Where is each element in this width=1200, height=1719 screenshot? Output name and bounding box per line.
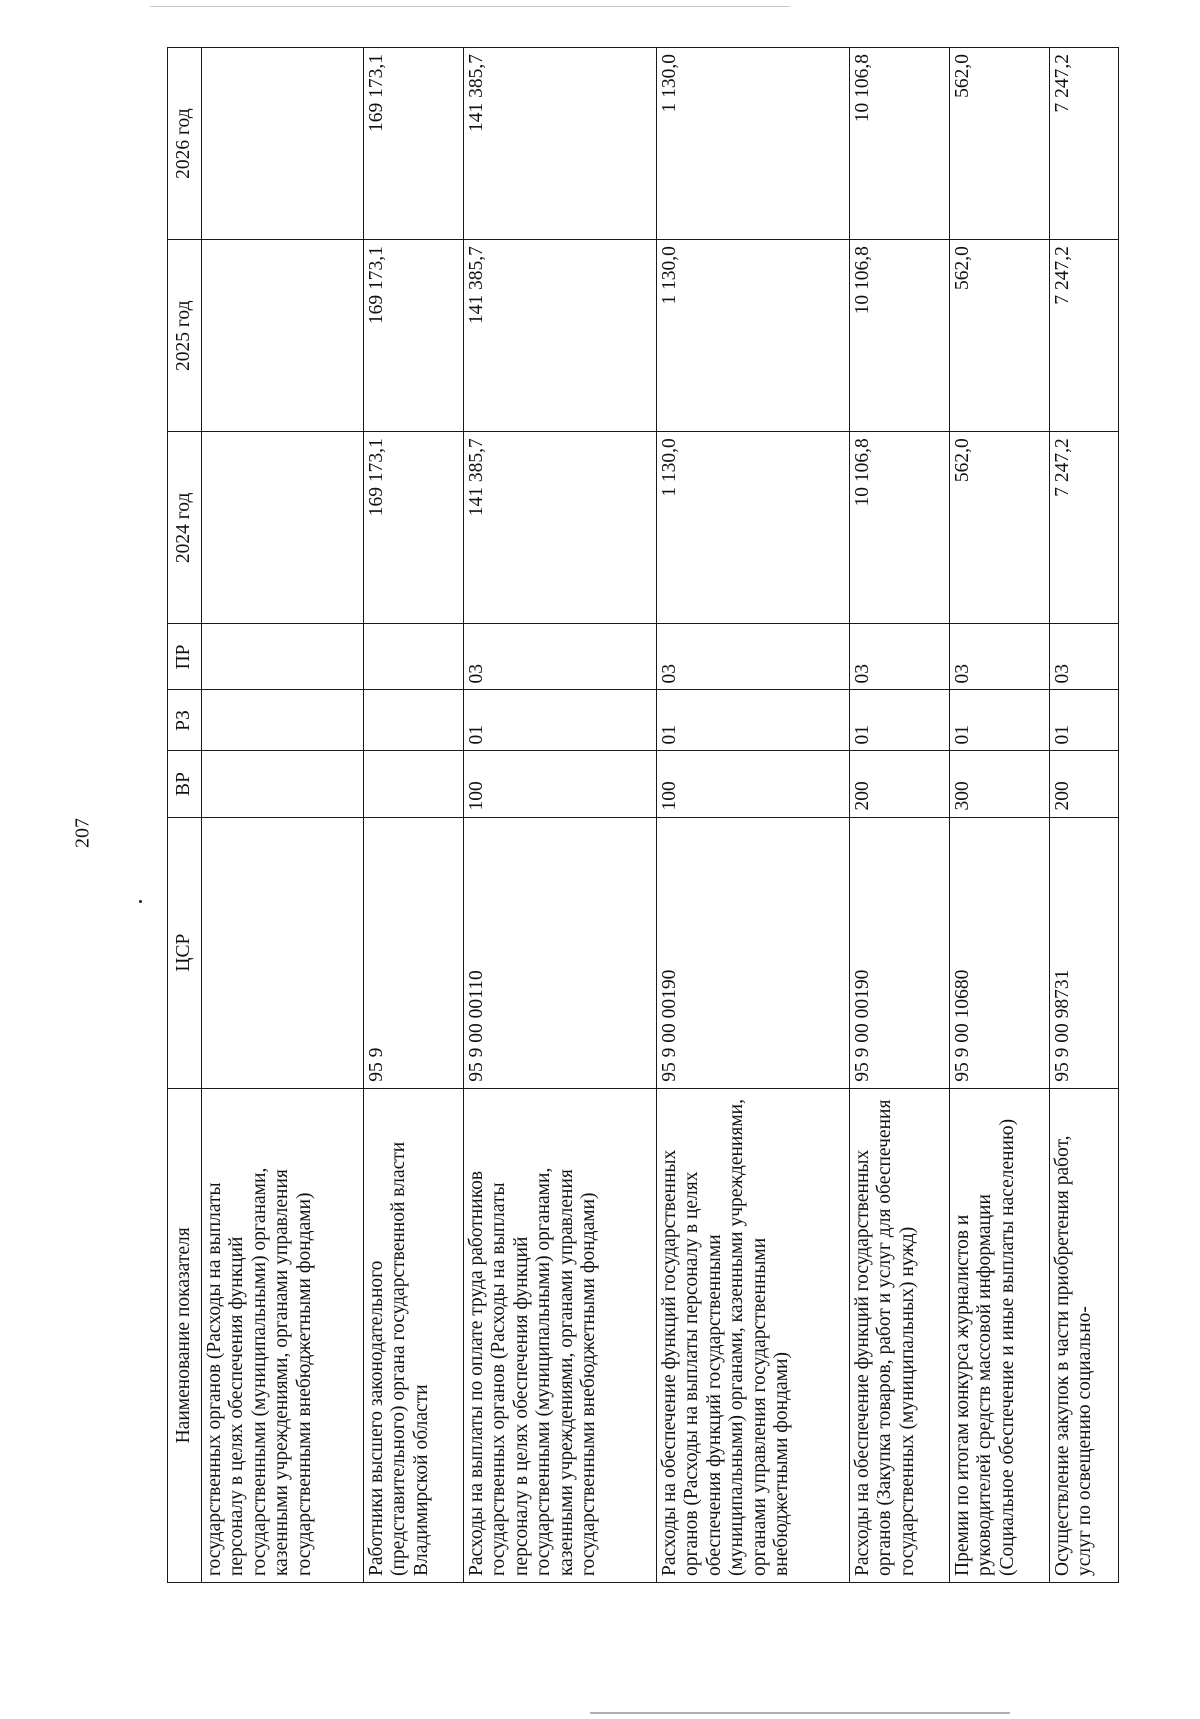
cell-2026: 1 130,0 [657, 48, 850, 240]
header-vr: ВР [168, 751, 202, 817]
header-csr: ЦСР [168, 817, 202, 1088]
cell-2026: 562,0 [950, 48, 1050, 240]
cell-name: государственных органов (Расходы на выплаты персоналу в целях обеспечения функций государственными (муниципальными) органами, казенными учреждениями, органами управления государственными внебюджетными фондами) [202, 1088, 364, 1582]
scan-speck [139, 900, 142, 903]
cell-vr: 200 [850, 751, 950, 817]
scan-artifact-top [150, 6, 790, 7]
scan-artifact-bottom [590, 1712, 1010, 1714]
cell-pr: 03 [1049, 624, 1118, 690]
cell-csr: 95 9 00 00190 [850, 817, 950, 1088]
cell-2025: 141 385,7 [463, 240, 656, 432]
budget-table-rotated [167, 47, 1119, 1583]
cell-csr: 95 9 00 98731 [1049, 817, 1118, 1088]
cell-name: Расходы на выплаты по оплате труда работников государственных органов (Расходы на выплаты персоналу в целях обеспечения функций государственными (муниципальными) органами, казенными учреждениями, органами управления государственными внебюджетными фондами) [463, 1088, 656, 1582]
cell-vr: 200 [1049, 751, 1118, 817]
cell-pr: 03 [657, 624, 850, 690]
table-row [364, 48, 464, 1583]
cell-rz: 01 [463, 690, 656, 751]
cell-2024: 10 106,8 [850, 432, 950, 624]
cell-rz: 01 [950, 690, 1050, 751]
cell-2026 [202, 48, 364, 240]
header-2026: 2026 год [168, 48, 202, 240]
cell-pr: 03 [950, 624, 1050, 690]
cell-csr [202, 817, 364, 1088]
table-row [1049, 48, 1118, 1583]
cell-rz: 01 [1049, 690, 1118, 751]
cell-vr: 300 [950, 751, 1050, 817]
cell-2025: 1 130,0 [657, 240, 850, 432]
table-row [657, 48, 850, 1583]
cell-2025: 7 247,2 [1049, 240, 1118, 432]
cell-vr [364, 751, 464, 817]
cell-2026: 10 106,8 [850, 48, 950, 240]
header-2025: 2025 год [168, 240, 202, 432]
cell-2024 [202, 432, 364, 624]
cell-2024: 562,0 [950, 432, 1050, 624]
header-pr: ПР [168, 624, 202, 690]
cell-rz [364, 690, 464, 751]
cell-name: Работники высшего законодательного (представительного) органа государственной власти Владимирской области [364, 1088, 464, 1582]
cell-2025 [202, 240, 364, 432]
cell-2026: 141 385,7 [463, 48, 656, 240]
table-header-row [168, 48, 202, 1583]
cell-2024: 169 173,1 [364, 432, 464, 624]
cell-name: Премии по итогам конкурса журналистов и руководителей средств массовой информации (Социальное обеспечение и иные выплаты населению) [950, 1088, 1050, 1582]
cell-name: Осуществление закупок в части приобретения работ, услуг по освещению социально- [1049, 1088, 1118, 1582]
cell-rz: 01 [657, 690, 850, 751]
cell-2025: 169 173,1 [364, 240, 464, 432]
budget-table [167, 47, 1119, 1583]
cell-name: Расходы на обеспечение функций государственных органов (Расходы на выплаты персоналу в целях обеспечения функций государственными (муниципальными) органами, казенными учреждениями, органами управления государственными внебюджетными фондами) [657, 1088, 850, 1582]
cell-name: Расходы на обеспечение функций государственных органов (Закупка товаров, работ и услуг для обеспечения государственных (муниципальных) нужд) [850, 1088, 950, 1582]
header-2024: 2024 год [168, 432, 202, 624]
cell-csr: 95 9 00 00190 [657, 817, 850, 1088]
table-row [850, 48, 950, 1583]
table-row [202, 48, 364, 1583]
cell-csr: 95 9 [364, 817, 464, 1088]
cell-2024: 7 247,2 [1049, 432, 1118, 624]
cell-2024: 141 385,7 [463, 432, 656, 624]
cell-2024: 1 130,0 [657, 432, 850, 624]
table-row [463, 48, 656, 1583]
cell-pr [202, 624, 364, 690]
cell-pr [364, 624, 464, 690]
header-rz: РЗ [168, 690, 202, 751]
cell-rz: 01 [850, 690, 950, 751]
cell-pr: 03 [850, 624, 950, 690]
cell-vr [202, 751, 364, 817]
cell-vr: 100 [657, 751, 850, 817]
cell-rz [202, 690, 364, 751]
header-name: Наименование показателя [168, 1088, 202, 1582]
cell-vr: 100 [463, 751, 656, 817]
cell-2025: 10 106,8 [850, 240, 950, 432]
cell-2025: 562,0 [950, 240, 1050, 432]
cell-2026: 169 173,1 [364, 48, 464, 240]
cell-csr: 95 9 00 10680 [950, 817, 1050, 1088]
cell-2026: 7 247,2 [1049, 48, 1118, 240]
page-number: 207 [71, 818, 94, 848]
cell-pr: 03 [463, 624, 656, 690]
cell-csr: 95 9 00 00110 [463, 817, 656, 1088]
table-row [950, 48, 1050, 1583]
